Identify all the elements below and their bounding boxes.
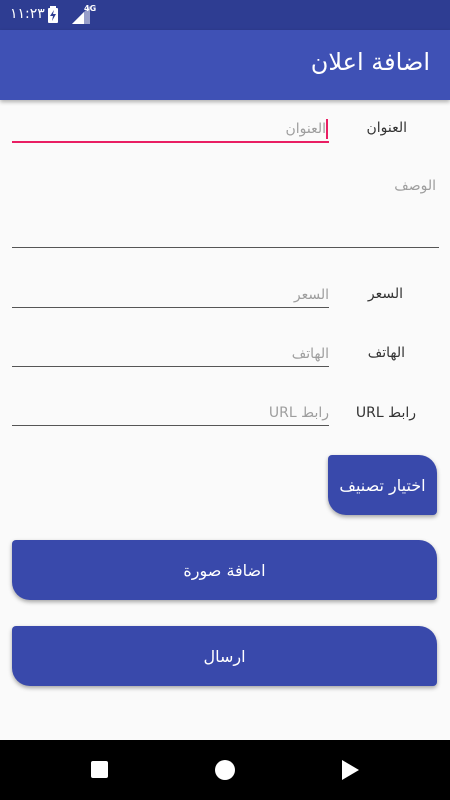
status-bar (0, 0, 450, 30)
title-label: العنوان (366, 120, 407, 136)
system-nav-bar (0, 740, 450, 800)
status-time: ١١:٢٣ (10, 6, 45, 22)
nav-recents-icon[interactable] (91, 761, 108, 778)
app-bar (0, 30, 450, 100)
price-underline (12, 307, 329, 308)
add-image-button[interactable]: اضافة صورة (12, 540, 437, 600)
url-underline (12, 425, 329, 426)
phone-label: الهاتف (367, 345, 405, 361)
price-label: السعر (367, 286, 403, 302)
title-underline (12, 141, 329, 143)
phone-input[interactable] (12, 342, 333, 366)
nav-home-icon[interactable] (215, 760, 235, 780)
send-button[interactable]: ارسال (12, 626, 437, 686)
price-input[interactable] (12, 283, 333, 307)
title-input[interactable] (12, 116, 330, 142)
phone-underline (12, 366, 329, 367)
page-title: اضافة اعلان (310, 48, 430, 76)
url-input[interactable] (12, 401, 333, 425)
description-underline (12, 247, 439, 248)
description-input[interactable] (12, 178, 440, 240)
choose-category-button[interactable]: اختيار تصنيف (328, 455, 437, 515)
battery-charging-icon (48, 6, 58, 23)
title-cursor (326, 119, 328, 139)
network-type: 4G (84, 4, 97, 13)
nav-back-icon[interactable] (342, 760, 359, 780)
url-label: رابط URL (355, 405, 416, 421)
